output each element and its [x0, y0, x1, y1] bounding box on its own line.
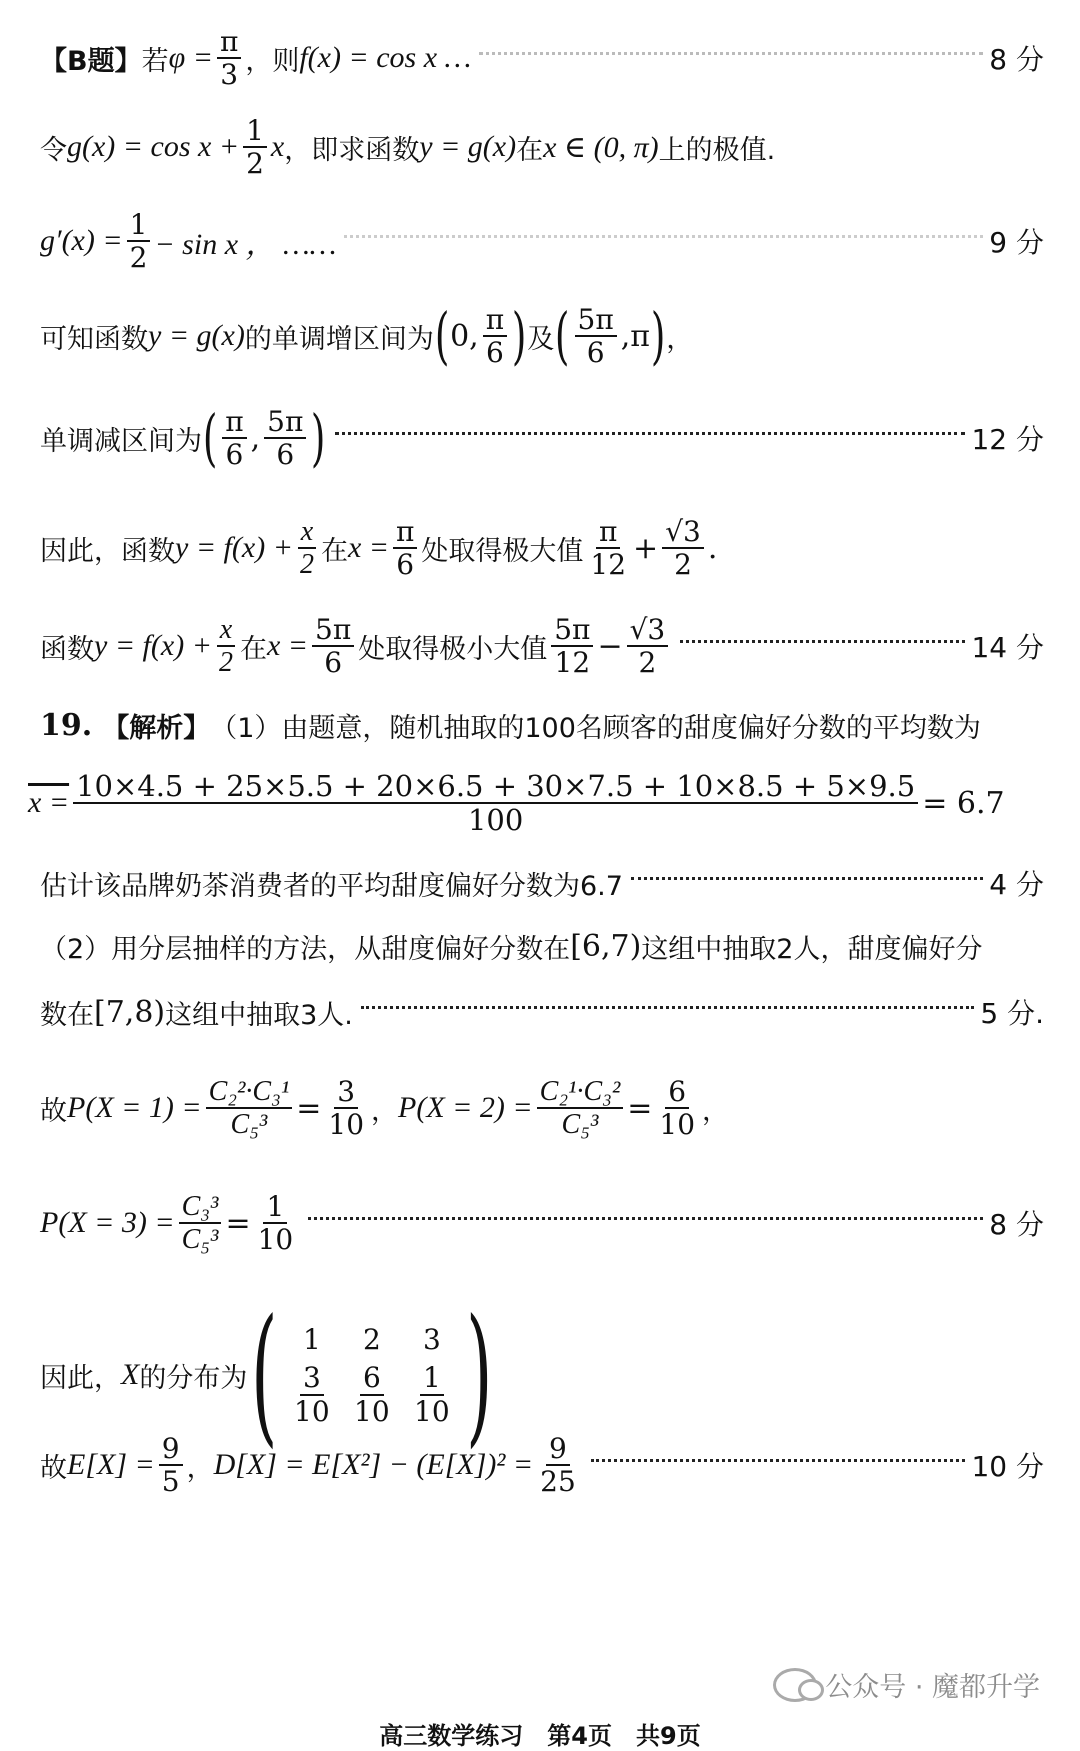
leader-dots: [308, 1217, 983, 1220]
denominator: 2: [218, 647, 233, 678]
fraction: [222, 406, 246, 471]
math: =: [296, 1090, 322, 1126]
text: ，即求函数: [284, 134, 420, 166]
fraction: [662, 516, 704, 581]
numerator: π: [217, 26, 241, 59]
denominator: 10: [328, 1108, 365, 1141]
denominator: 6: [586, 336, 605, 369]
numerator: 1: [420, 1362, 444, 1395]
score-label: 8 分: [989, 1208, 1044, 1241]
numerator: 1: [263, 1191, 287, 1224]
left-paren: (: [251, 1288, 278, 1462]
leader-dots: [680, 640, 965, 643]
fraction: [351, 1362, 393, 1427]
line-b-header: [40, 24, 1044, 91]
leader-dots: [361, 1006, 974, 1009]
score-label: 5 分.: [980, 997, 1044, 1030]
fraction: [255, 1191, 297, 1256]
math: P(X = 2) =: [398, 1091, 533, 1124]
text: ，: [186, 1452, 214, 1484]
math: y = g(x): [419, 130, 517, 163]
denominator: 10: [294, 1394, 330, 1428]
numerator: √3: [662, 516, 704, 549]
matrix-cell: 2: [362, 1323, 381, 1357]
analysis-tag: 【解析】: [102, 712, 211, 744]
score-label: 9 分: [989, 226, 1044, 259]
text: 数在: [40, 999, 94, 1031]
score-label: 8 分: [989, 43, 1044, 76]
fraction: [551, 614, 593, 679]
denominator: 6: [324, 646, 343, 679]
text: 这组中抽取2人，甜度偏好分: [641, 933, 983, 965]
leader-dots: [479, 52, 983, 55]
score-label: 14 分: [971, 631, 1044, 664]
score-label: 12 分: [971, 423, 1044, 456]
wechat-icon: [773, 1668, 817, 1702]
text: 这组中抽取3人.: [165, 999, 353, 1031]
score-label: 10 分: [971, 1450, 1044, 1483]
math: D[X] = E[X²] − (E[X])² =: [213, 1448, 534, 1481]
text: 在: [239, 633, 267, 665]
denominator: 2: [638, 646, 657, 679]
text: 令: [40, 134, 67, 166]
watermark: [773, 1665, 1040, 1704]
numerator: 10×4.5 + 25×5.5 + 20×6.5 + 30×7.5 + 10×8.5 + 5×9.5: [73, 770, 918, 804]
denominator: 25: [540, 1465, 576, 1498]
fraction: [127, 209, 151, 274]
leader-dots: [335, 432, 966, 435]
math: φ =: [168, 41, 213, 74]
fraction: [217, 26, 241, 91]
denominator: 3: [220, 58, 239, 91]
numerator: √3: [627, 614, 669, 647]
line-decreasing: [40, 400, 1044, 476]
math: x =: [266, 629, 308, 662]
matrix-cell: 1: [302, 1323, 321, 1357]
text: 在: [320, 535, 348, 567]
numerator: 6: [360, 1362, 384, 1395]
math: x ∈ (0, π): [543, 130, 659, 164]
denominator: 12: [590, 548, 627, 581]
leader-dots: [631, 877, 983, 880]
numerator: 5π: [264, 406, 306, 439]
denominator: 10: [354, 1394, 390, 1428]
numerator: 9: [546, 1433, 570, 1466]
numerator: 5π: [312, 614, 354, 647]
fraction: [656, 1076, 698, 1141]
text: （2）用分层抽样的方法，从甜度偏好分数在: [40, 933, 571, 965]
numerator: π: [483, 304, 507, 337]
fraction: [312, 614, 354, 679]
numerator: π: [393, 516, 417, 549]
math: f(x) = cos x …: [299, 41, 472, 74]
denominator: C₅³: [561, 1109, 599, 1140]
text: 处取得极大值: [421, 535, 584, 567]
math: +: [633, 530, 659, 566]
math: .: [707, 530, 718, 566]
leader-dots: [591, 1459, 966, 1462]
fraction: [297, 516, 317, 581]
denominator: 2: [246, 147, 264, 180]
matrix-grid: [282, 1323, 462, 1427]
line-increasing: [40, 300, 1044, 372]
fraction: [216, 614, 236, 679]
denominator: 2: [674, 548, 692, 581]
matrix-cell: 3: [422, 1323, 441, 1357]
text: 故: [40, 1452, 67, 1484]
fraction: [325, 1076, 367, 1141]
line-prob-3: [40, 1180, 1044, 1266]
left-paren: (: [555, 299, 570, 372]
math: y = f(x) +: [175, 531, 293, 564]
denominator: 2: [299, 549, 314, 580]
right-paren: ): [650, 299, 666, 372]
fraction: [537, 1076, 624, 1141]
math: ,π: [620, 318, 650, 354]
line-derivative: [40, 207, 1044, 274]
denominator: 6: [396, 548, 415, 581]
numerator: π: [596, 516, 620, 549]
text: 因此，函数: [40, 535, 175, 567]
right-paren: ): [311, 401, 326, 474]
comma: ,: [250, 420, 261, 456]
math: P(X = 3) =: [40, 1206, 175, 1239]
text: ，则: [245, 45, 300, 77]
text: 若: [141, 45, 169, 77]
text: 故: [40, 1095, 67, 1127]
math: x: [270, 130, 285, 163]
numerator: 5π: [575, 304, 617, 337]
fraction: [587, 516, 629, 581]
fraction: [206, 1076, 293, 1141]
numerator: π: [222, 406, 246, 439]
line-expectation-variance: [40, 1422, 1044, 1508]
math: g(x) = cos x +: [67, 130, 240, 163]
math: −: [597, 628, 623, 664]
line-maximum: [40, 510, 1044, 586]
numerator: 6: [665, 1076, 689, 1109]
denominator: 100: [467, 803, 524, 837]
fraction: [159, 1433, 183, 1498]
fraction: [179, 1191, 222, 1256]
right-paren: ): [511, 299, 527, 372]
math: E[X] =: [67, 1448, 155, 1481]
text: 在: [516, 134, 544, 166]
denominator: C₅³: [230, 1109, 268, 1140]
numerator: x: [217, 614, 235, 647]
fraction: [291, 1362, 333, 1427]
denominator: C₅³: [181, 1224, 219, 1255]
line-stratified: [40, 918, 1044, 974]
denominator: 12: [554, 646, 591, 679]
text: 估计该品牌奶茶消费者的平均甜度偏好分数为6.7: [40, 870, 623, 902]
fraction: [537, 1433, 579, 1498]
fraction: [393, 516, 417, 581]
fraction: [627, 614, 669, 679]
watermark-text: 公众号 · 魔都升学: [825, 1672, 1040, 1703]
right-paren: ): [465, 1288, 493, 1462]
text: ，: [702, 1095, 730, 1127]
math: =: [627, 1090, 653, 1126]
numerator: C₂²·C₃¹: [206, 1076, 293, 1109]
text: 函数: [40, 633, 94, 665]
math: [7,8): [94, 994, 166, 1030]
math: [6,7): [570, 928, 642, 964]
numerator: 5π: [551, 614, 593, 647]
denominator: 6: [225, 438, 244, 471]
numerator: 3: [334, 1076, 358, 1109]
denominator: 6: [276, 438, 295, 471]
line-stratified-2: [40, 984, 1044, 1040]
text: ，: [666, 323, 694, 355]
left-paren: (: [202, 401, 218, 474]
fraction: [483, 304, 507, 369]
page-footer: 高三数学练习 第4页 共9页: [379, 1722, 701, 1750]
fraction: [575, 304, 617, 369]
math: − sin x ， ……: [154, 228, 337, 261]
math: y = g(x): [148, 319, 245, 352]
line-q19: [40, 700, 1044, 750]
text: 因此，: [40, 1362, 121, 1394]
denominator: 10: [257, 1223, 294, 1256]
line-estimate: [40, 858, 1044, 908]
text: 及: [527, 323, 555, 355]
line-define-g: [40, 113, 1044, 180]
denominator: 10: [659, 1108, 696, 1141]
math: x =: [347, 531, 389, 564]
math: y = f(x) +: [94, 629, 212, 662]
numerator: 1: [243, 115, 267, 148]
math: X: [121, 1358, 140, 1391]
line-mean-formula: [28, 758, 1044, 848]
numerator: 1: [127, 209, 151, 242]
numerator: 3: [300, 1362, 324, 1395]
text: 的分布为: [139, 1362, 248, 1394]
denominator: 5: [161, 1465, 180, 1498]
question-number: 19.: [40, 707, 93, 743]
leader-dots: [344, 235, 983, 238]
denominator: 10: [414, 1394, 450, 1428]
b-question-tag: 【B题】: [40, 45, 142, 77]
math: x =: [28, 786, 70, 819]
score-label: 4 分: [989, 868, 1044, 901]
text: ，: [371, 1095, 399, 1127]
text: （1）由题意，随机抽取的100名顾客的甜度偏好分数的平均数为: [210, 712, 981, 744]
math: P(X = 1) =: [67, 1091, 202, 1124]
math: =: [225, 1205, 251, 1241]
fraction: [243, 115, 267, 180]
line-prob-1-2: [40, 1065, 1044, 1151]
fraction: [411, 1362, 453, 1427]
fraction: [73, 770, 918, 837]
text: 上的极值.: [658, 134, 776, 166]
numerator: x: [298, 516, 316, 549]
text: 的单调增区间为: [244, 323, 434, 355]
line-minimum: [40, 608, 1044, 684]
text: 可知函数: [40, 323, 148, 355]
math: = 6.7: [922, 785, 1005, 821]
text: 处取得极小大值: [358, 633, 548, 665]
numerator: C₂¹·C₃²: [537, 1076, 624, 1109]
left-paren: (: [434, 299, 450, 372]
fraction: [264, 406, 306, 471]
numerator: 9: [159, 1433, 183, 1466]
math: 0,: [450, 318, 479, 354]
numerator: C₃³: [179, 1191, 222, 1224]
text: 单调减区间为: [40, 425, 202, 457]
denominator: 2: [129, 241, 148, 274]
math: g′(x) =: [40, 224, 123, 257]
denominator: 6: [485, 336, 504, 369]
